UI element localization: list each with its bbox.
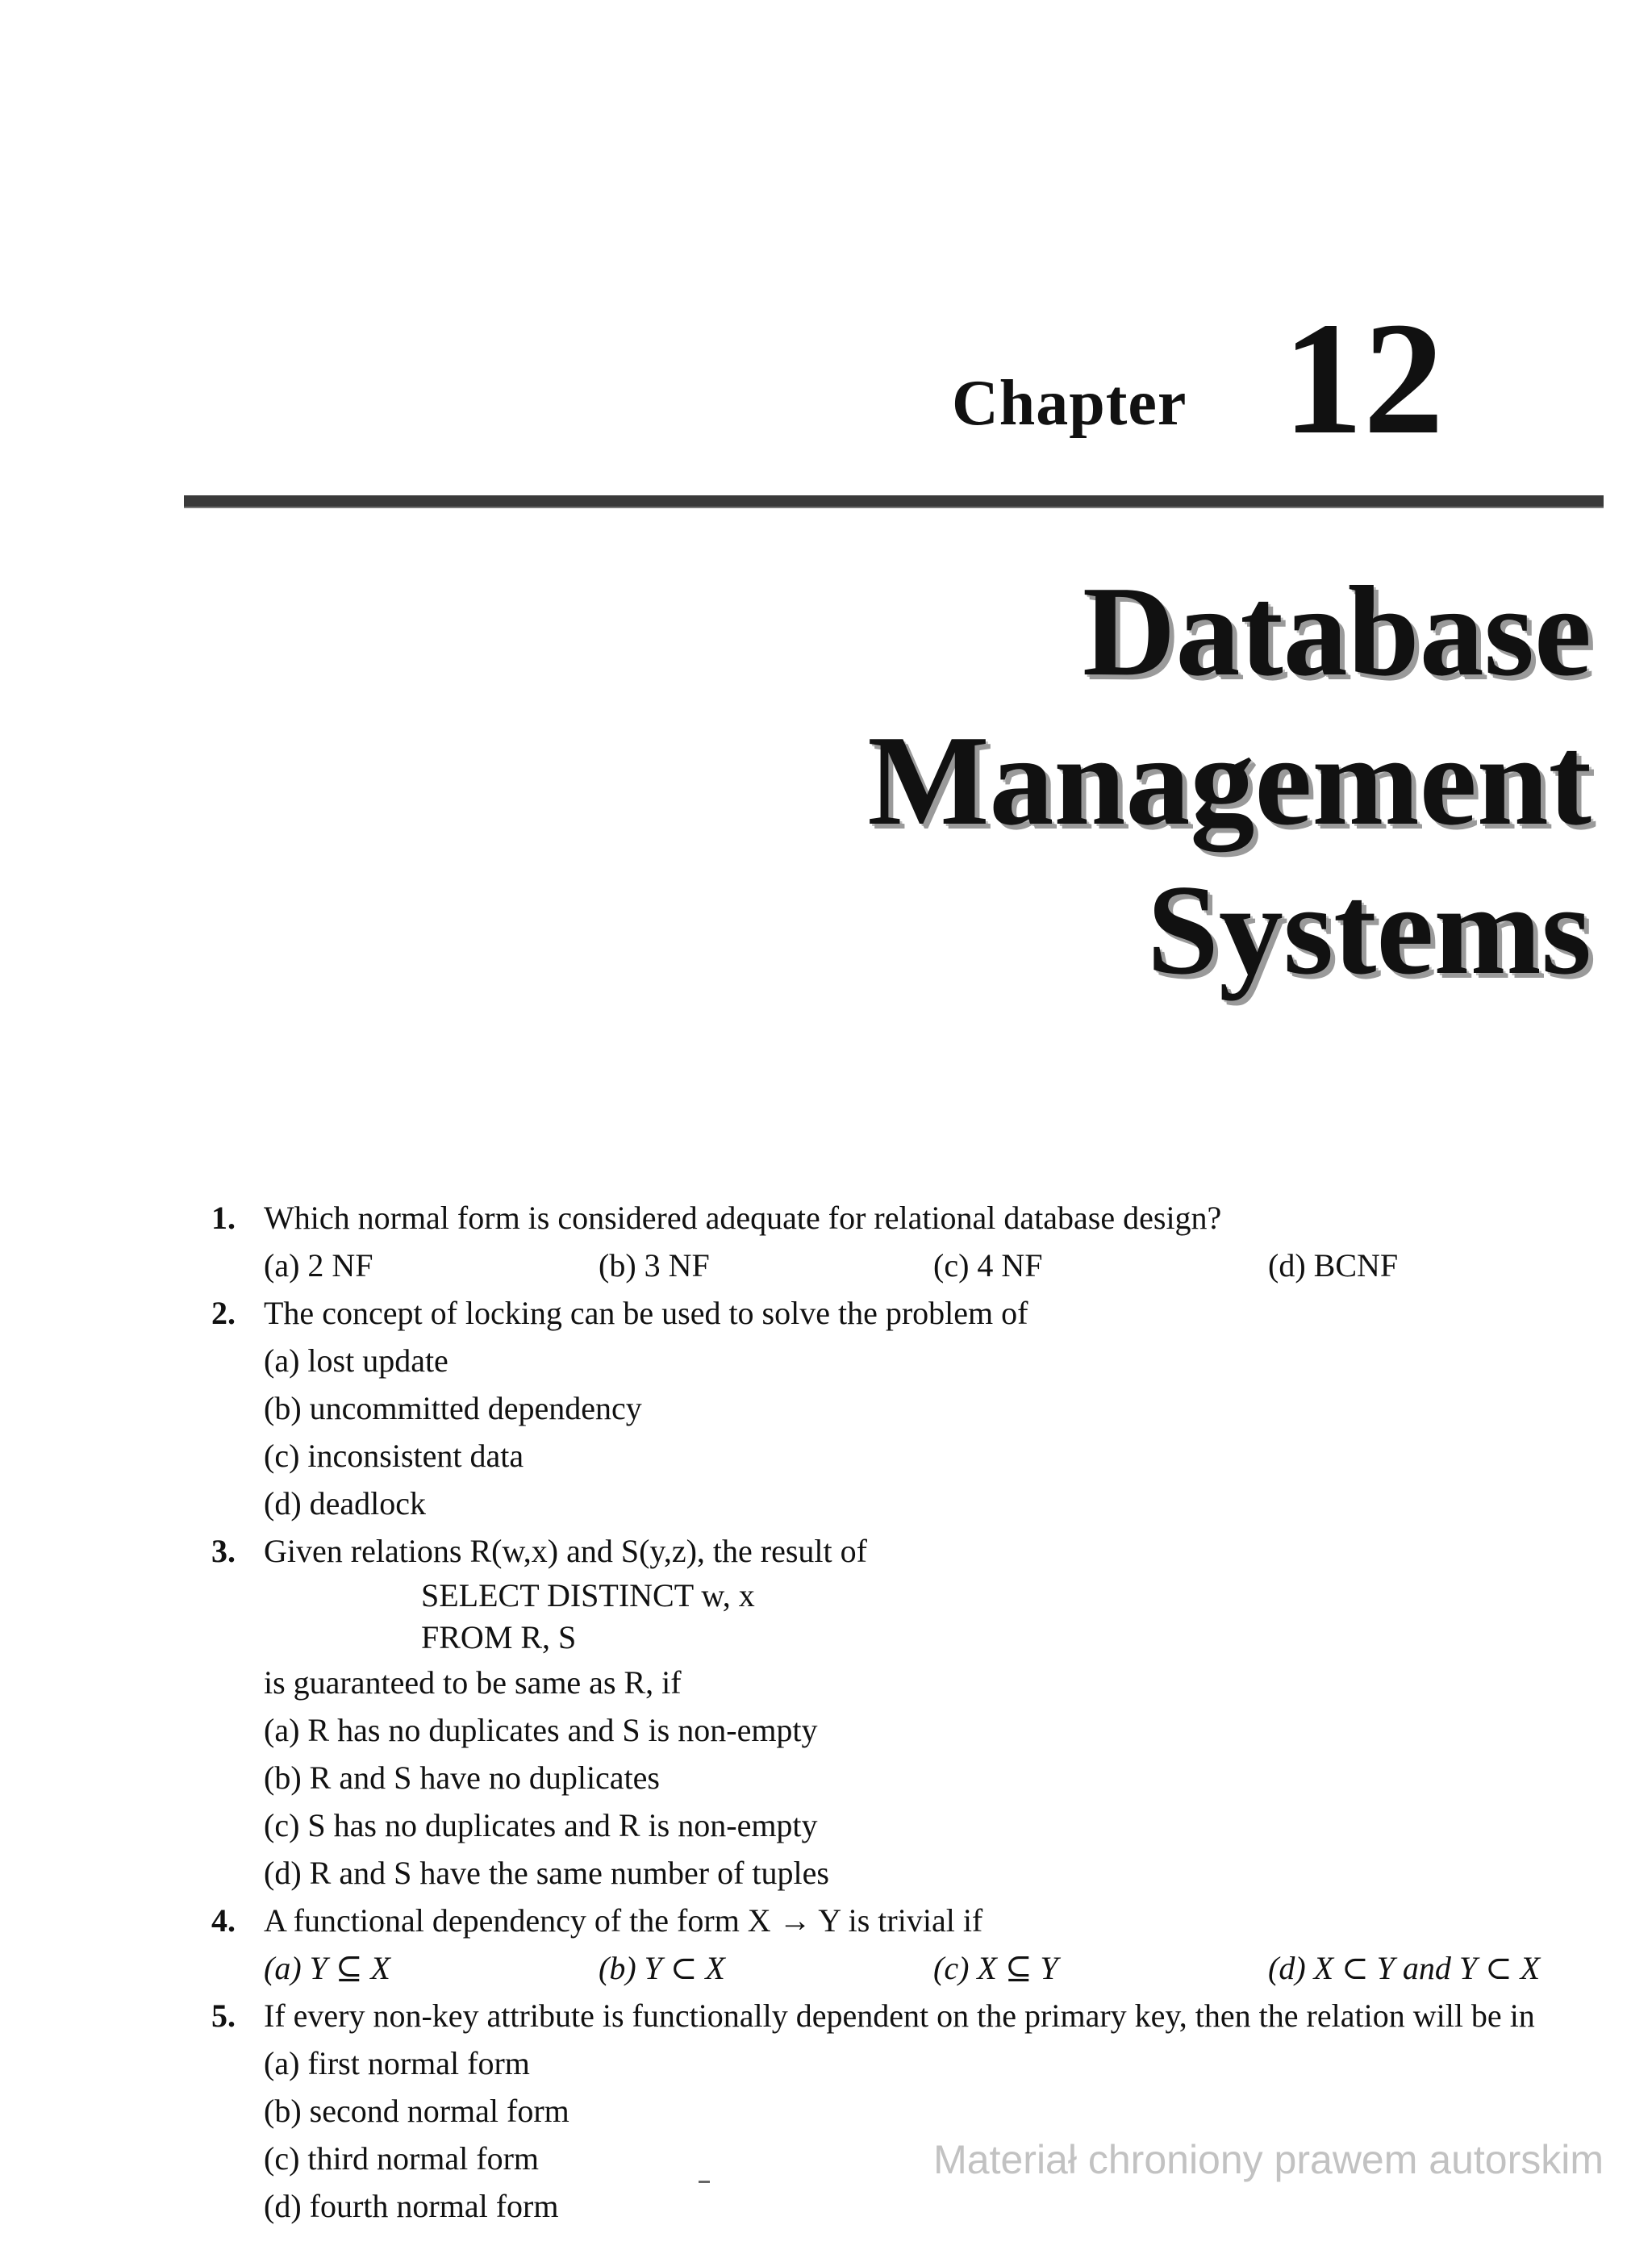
option-c: (c) third normal form — [264, 2140, 539, 2177]
chapter-number: 12 — [1283, 290, 1444, 468]
option-d: (d) R and S have the same number of tuples — [264, 1855, 829, 1891]
question-2 — [211, 1289, 1615, 1527]
options — [264, 2039, 1615, 2230]
option-c: (c) X ⊆ Y — [933, 1950, 1058, 1986]
title-line-2: Management — [867, 708, 1592, 852]
question-4 — [211, 1897, 1615, 1992]
options — [264, 1706, 1615, 1897]
option-b: (b) uncommitted dependency — [264, 1390, 642, 1426]
question-text: Which normal form is considered adequate for relational database design? — [264, 1200, 1222, 1236]
option-d: (d) fourth normal form — [264, 2188, 559, 2224]
question-text-continued: is guaranteed to be same as R, if — [264, 1664, 682, 1701]
question-number: 3. — [211, 1533, 236, 1569]
option-b: (b) Y ⊂ X — [599, 1950, 725, 1986]
sql-select-line: SELECT DISTINCT w, x — [421, 1577, 755, 1613]
title-line-3: Systems — [1146, 858, 1592, 1001]
question-number: 4. — [211, 1902, 236, 1939]
option-b: (b) second normal form — [264, 2093, 569, 2129]
question-3 — [211, 1527, 1615, 1897]
question-list — [211, 1194, 1615, 2230]
option-a: (a) Y ⊆ X — [264, 1950, 390, 1986]
option-a: (a) lost update — [264, 1342, 448, 1379]
chapter-title — [867, 557, 1592, 1004]
option-a: (a) first normal form — [264, 2045, 530, 2081]
page-mark — [699, 2181, 710, 2183]
option-b: (b) 3 NF — [599, 1247, 710, 1284]
question-number: 2. — [211, 1295, 236, 1331]
option-b: (b) R and S have no duplicates — [264, 1760, 660, 1796]
option-a: (a) R has no duplicates and S is non-empty — [264, 1712, 818, 1748]
question-text: A functional dependency of the form X → Y is trivial if — [264, 1902, 983, 1939]
option-d: (d) X ⊂ Y and Y ⊂ X — [1268, 1950, 1541, 1986]
option-c: (c) inconsistent data — [264, 1438, 524, 1474]
option-d: (d) BCNF — [1268, 1247, 1399, 1284]
options — [264, 1944, 1615, 1992]
question-text: If every non-key attribute is functionally dependent on the primary key, then the relation will be in — [264, 1997, 1535, 2034]
option-c: (c) S has no duplicates and R is non-empty — [264, 1807, 818, 1843]
options — [264, 1242, 1615, 1289]
option-c: (c) 4 NF — [933, 1247, 1043, 1284]
option-a: (a) 2 NF — [264, 1247, 373, 1284]
question-5 — [211, 1992, 1615, 2230]
option-d: (d) deadlock — [264, 1485, 427, 1522]
question-1 — [211, 1194, 1615, 1289]
chapter-label: Chapter — [952, 368, 1187, 439]
question-text: The concept of locking can be used to solve the problem of — [264, 1295, 1028, 1331]
copyright-watermark: Materiał chroniony prawem autorskim — [933, 2137, 1604, 2182]
options — [264, 1337, 1615, 1527]
question-text: Given relations R(w,x) and S(y,z), the result of — [264, 1533, 867, 1569]
question-number: 1. — [211, 1200, 236, 1236]
title-line-1: Database — [1082, 559, 1592, 703]
question-number: 5. — [211, 1997, 236, 2034]
sql-from-line: FROM R, S — [421, 1619, 577, 1655]
chapter-rule — [184, 495, 1604, 508]
